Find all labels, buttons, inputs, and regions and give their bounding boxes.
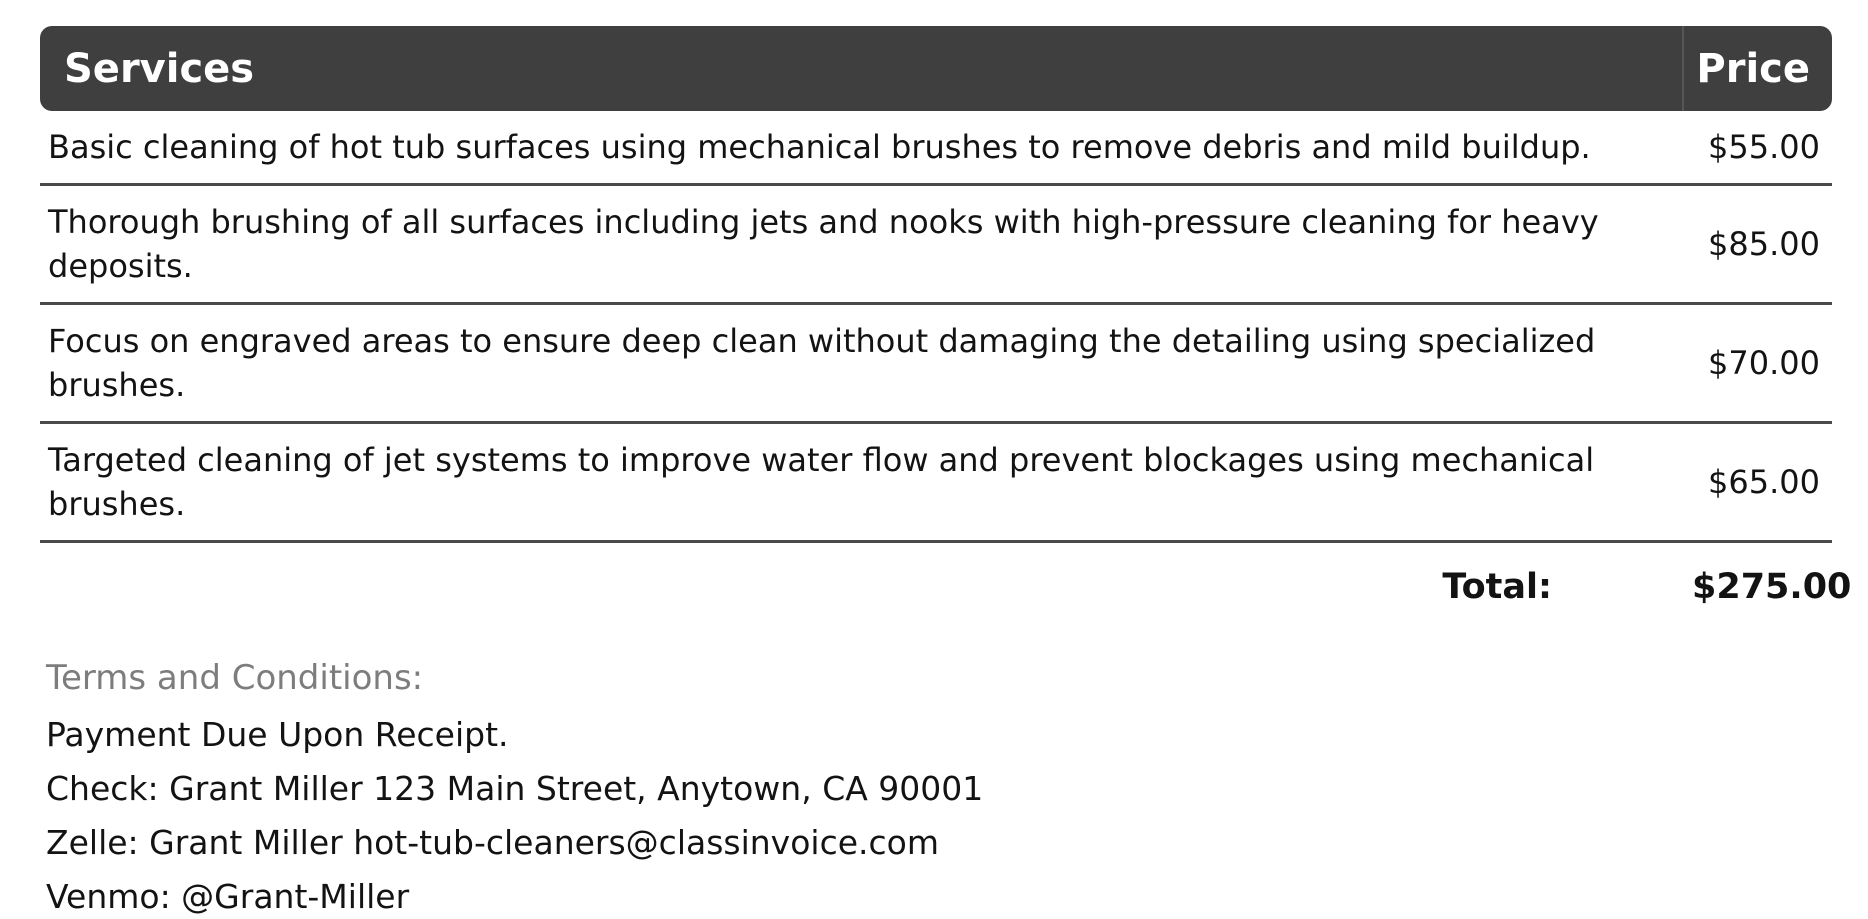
total-row	[40, 543, 1832, 619]
price-column-header: Price	[1682, 26, 1832, 111]
terms-section	[46, 655, 1832, 919]
total-amount: $275.00	[1692, 567, 1852, 607]
table-header-row	[40, 26, 1832, 111]
services-column-header: Services	[40, 26, 1682, 111]
service-row	[40, 186, 1832, 305]
service-price: $70.00	[1682, 305, 1832, 424]
total-label: Total:	[1442, 567, 1552, 607]
service-description: Thorough brushing of all surfaces including jets and nooks with high-pressure cleaning for heavy deposits.	[40, 186, 1682, 305]
service-row	[40, 111, 1832, 186]
terms-heading: Terms and Conditions:	[46, 658, 424, 698]
terms-line-zelle: Zelle: Grant Miller hot-tub-cleaners@classinvoice.com	[46, 823, 939, 862]
service-price: $85.00	[1682, 186, 1832, 305]
service-row	[40, 424, 1832, 543]
service-description: Basic cleaning of hot tub surfaces using mechanical brushes to remove debris and mild buildup.	[40, 111, 1682, 186]
service-row	[40, 305, 1832, 424]
service-price: $55.00	[1682, 111, 1832, 186]
terms-line-venmo: Venmo: @Grant-Miller	[46, 877, 410, 916]
service-price: $65.00	[1682, 424, 1832, 543]
service-description: Targeted cleaning of jet systems to improve water flow and prevent blockages using mechanical brushes.	[40, 424, 1682, 543]
terms-line-check: Check: Grant Miller 123 Main Street, Anytown, CA 90001	[46, 769, 984, 808]
service-description: Focus on engraved areas to ensure deep clean without damaging the detailing using specialized brushes.	[40, 305, 1682, 424]
terms-line-payment: Payment Due Upon Receipt.	[46, 715, 509, 754]
services-price-table	[40, 26, 1852, 619]
